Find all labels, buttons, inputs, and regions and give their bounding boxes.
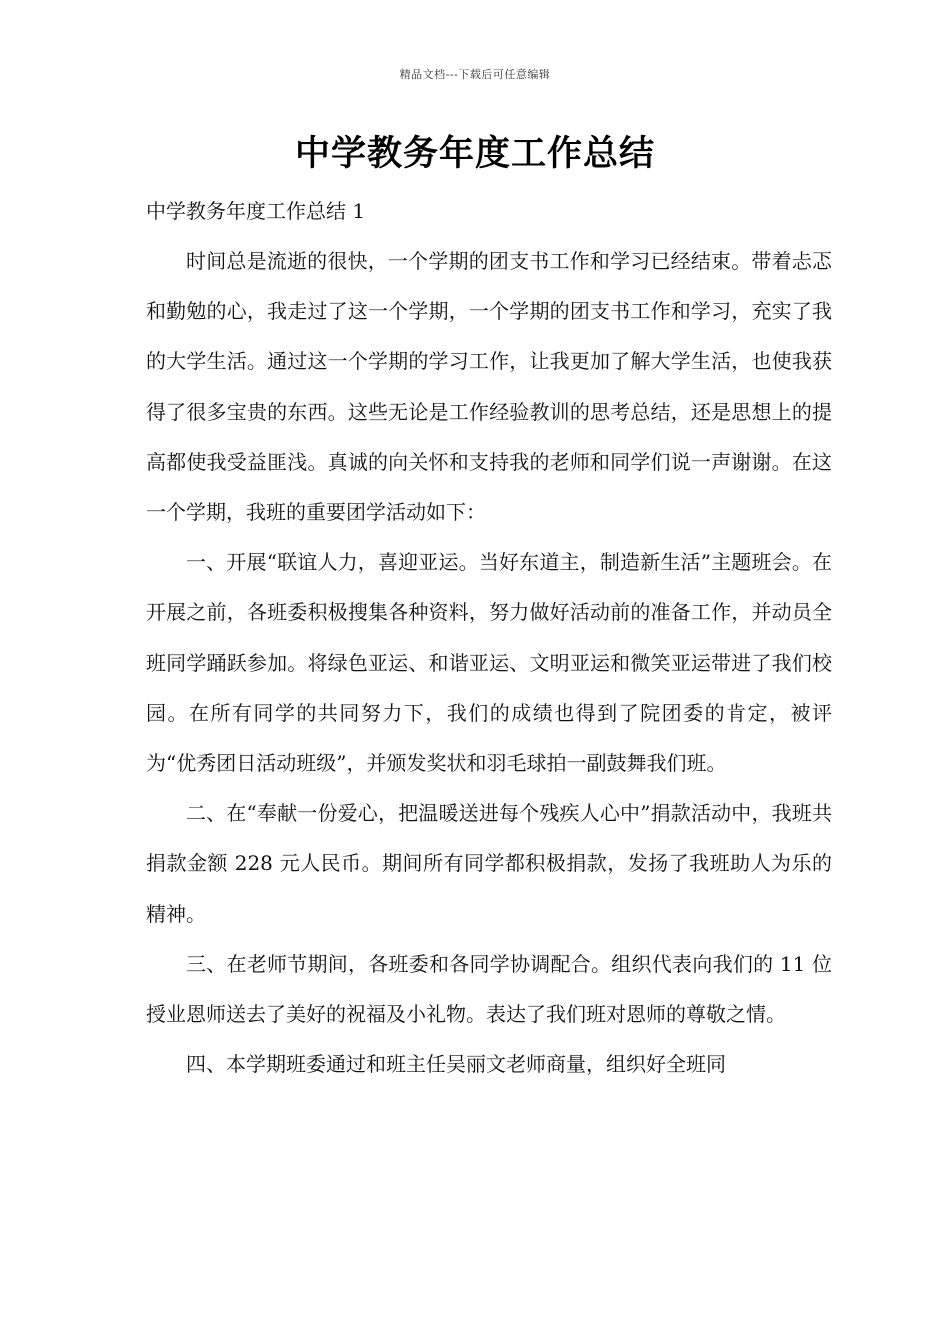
paragraph-intro: 时间总是流逝的很快，一个学期的团支书工作和学习已经结束。带着忐忑和勤勉的心，我走过了这一个学期，一个学期的团支书工作和学习，充实了我的大学生活。通过这一个学期的学习工作，让我更加了解大学生活，也使我获得了很多宝贵的东西。这些无论是工作经验教训的思考总结，还是思想上的提高都使我受益匪浅。真诚的向关怀和支持我的老师和同学们说一声谢谢。在这一个学期，我班的重要团学活动如下： [146, 249, 832, 525]
document-title: 中学教务年度工作总结 [294, 134, 655, 174]
document-body [146, 186, 832, 1089]
paragraph-item-2: 二、在“奉献一份爱心，把温暖送进每个残疾人心中”捐款活动中，我班共捐款金额 228 元人民币。期间所有同学都积极捐款，发扬了我班助人为乐的精神。 [146, 801, 832, 926]
paragraph-item-1: 一、开展“联谊人力，喜迎亚运。当好东道主，制造新生活”主题班会。在开展之前，各班委积极搜集各种资料，努力做好活动前的准备工作，并动员全班同学踊跃参加。将绿色亚运、和谐亚运、文明亚运和微笑亚运带进了我们校园。在所有同学的共同努力下，我们的成绩也得到了院团委的肯定，被评为“优秀团日活动班级”，并颁发奖状和羽毛球拍一副鼓舞我们班。 [146, 550, 832, 776]
header-note: 精品文档---下载后可任意编辑 [399, 68, 551, 81]
section-subtitle: 中学教务年度工作总结 1 [146, 199, 366, 223]
paragraph-item-4: 四、本学期班委通过和班主任吴丽文老师商量，组织好全班同 [186, 1052, 726, 1077]
paragraph-item-3: 三、在老师节期间，各班委和各同学协调配合。组织代表向我们的 11 位授业恩师送去了美好的祝福及小礼物。表达了我们班对恩师的尊敬之情。 [146, 951, 832, 1027]
